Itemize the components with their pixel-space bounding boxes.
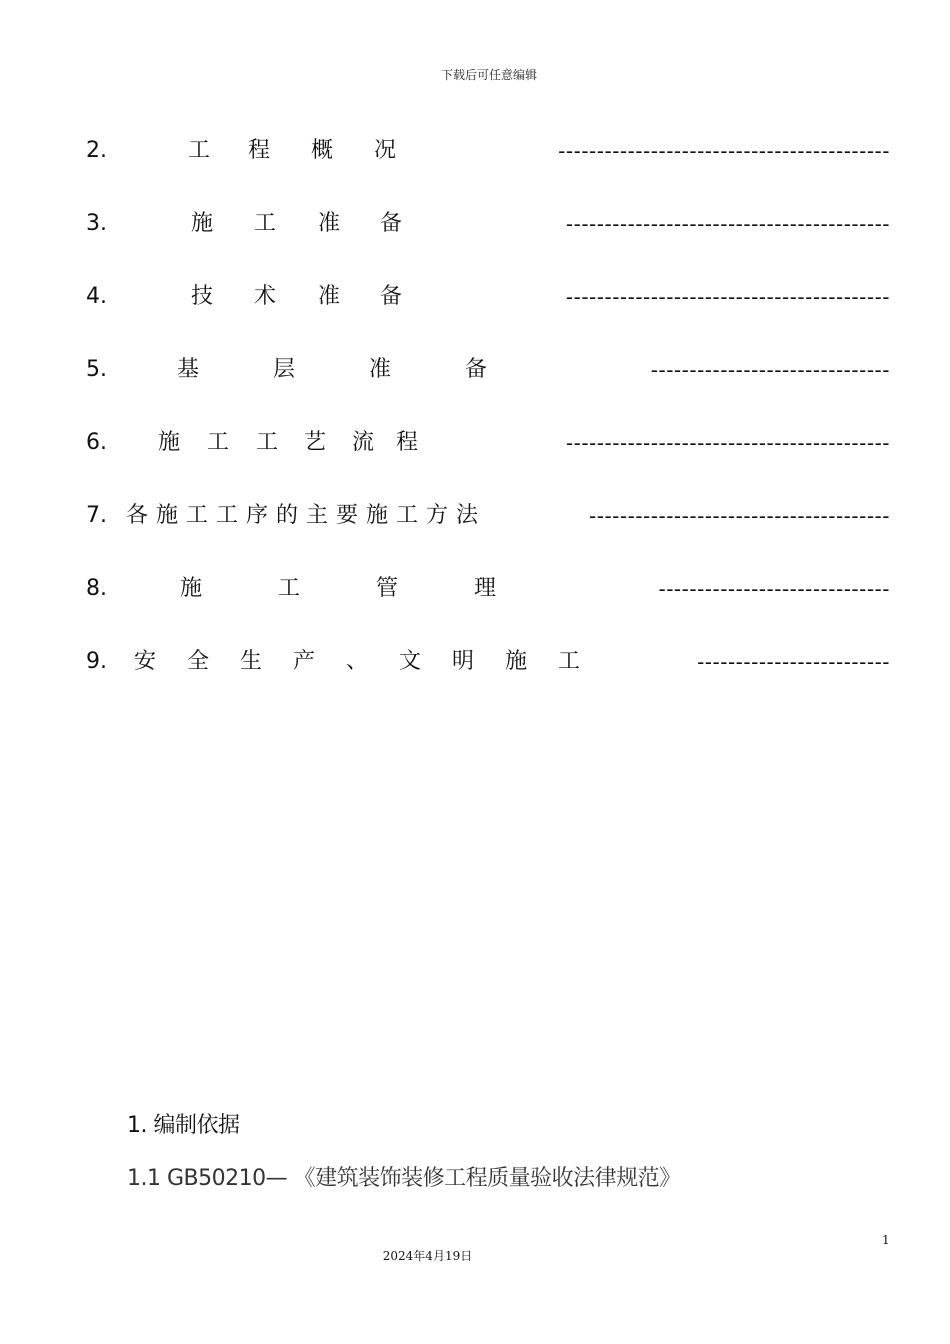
toc-entry xyxy=(86,136,890,166)
toc-entry-char: 方 xyxy=(426,503,449,528)
toc-entry-char: 法 xyxy=(456,503,479,528)
toc-entry-char: 备 xyxy=(465,357,488,382)
toc-entry-leader: ------------------------------------------ xyxy=(565,285,890,309)
reference-line: 1.1 GB50210— 《建筑装饰装修工程质量验收法律规范》 xyxy=(127,1166,681,1191)
toc-entry-char: 安 xyxy=(134,649,157,674)
toc-entry-char: 层 xyxy=(273,357,296,382)
toc-entry-char: 施 xyxy=(156,503,179,528)
toc-entry-char: 准 xyxy=(318,211,341,236)
toc-entry-leader: ------------------------------- xyxy=(650,358,890,382)
toc-entry-char: 管 xyxy=(376,576,399,601)
toc-entry-char: 准 xyxy=(369,357,392,382)
toc-entry-char: 理 xyxy=(474,576,497,601)
toc-entry-char: 全 xyxy=(187,649,210,674)
toc-entry xyxy=(86,209,890,239)
toc-entry-char: 施 xyxy=(158,430,181,455)
toc-entry-char: 产 xyxy=(293,649,316,674)
toc-entry-char: 流 xyxy=(352,430,375,455)
toc-entry xyxy=(86,501,890,531)
footer-date: 2024年4月19日 xyxy=(382,1249,473,1263)
toc-entry-char: 明 xyxy=(452,649,475,674)
toc-entry-number: 7. xyxy=(86,503,107,528)
toc-entry-char: 工 xyxy=(254,211,277,236)
section-title: 1. 编制依据 xyxy=(127,1113,240,1138)
page-number: 1 xyxy=(882,1233,890,1247)
toc-entry-number: 8. xyxy=(86,576,107,601)
toc-entry-leader: ------------------------------------------ xyxy=(565,212,890,236)
toc-entry-char: 术 xyxy=(254,284,277,309)
toc-entry-char: 各 xyxy=(126,503,149,528)
toc-entry-char: 基 xyxy=(177,357,200,382)
toc-entry-char: 工 xyxy=(396,503,419,528)
toc-entry-char: 施 xyxy=(180,576,203,601)
toc-entry-leader: ------------------------------------------- xyxy=(558,139,890,163)
toc-entry-char: 工 xyxy=(188,138,211,163)
toc-entry-char: 工 xyxy=(186,503,209,528)
toc-entry-char: 的 xyxy=(276,503,299,528)
toc-entry-number: 9. xyxy=(86,649,107,674)
toc-entry-char: 况 xyxy=(374,138,397,163)
toc-entry-char: 工 xyxy=(558,649,581,674)
toc-entry-char: 艺 xyxy=(304,430,327,455)
toc-entry-number: 5. xyxy=(86,357,107,382)
toc-entry-leader: ------------------------- xyxy=(697,650,890,674)
toc-entry-number: 6. xyxy=(86,430,107,455)
toc-entry-leader: ------------------------------------------ xyxy=(565,431,890,455)
toc-entry-number: 2. xyxy=(86,138,107,163)
toc-entry-char: 工 xyxy=(256,430,279,455)
toc-entry-char: 主 xyxy=(306,503,329,528)
toc-entry-number: 3. xyxy=(86,211,107,236)
toc-entry-char: 工 xyxy=(216,503,239,528)
toc-entry-char: 工 xyxy=(278,576,301,601)
toc-entry-char: 序 xyxy=(246,503,269,528)
toc-entry-char: 备 xyxy=(380,284,403,309)
toc-entry-char: 准 xyxy=(318,284,341,309)
toc-entry xyxy=(86,647,890,677)
toc-entry-char: 概 xyxy=(311,138,334,163)
toc-entry xyxy=(86,282,890,312)
toc-entry-char: 技 xyxy=(191,284,214,309)
page-header: 下载后可任意编辑 xyxy=(440,68,537,82)
toc-entry xyxy=(86,574,890,604)
toc-entry-char: 文 xyxy=(399,649,422,674)
toc-entry-char: 工 xyxy=(207,430,230,455)
toc-entry-char: 生 xyxy=(240,649,263,674)
toc-entry xyxy=(86,355,890,385)
toc-entry xyxy=(86,428,890,458)
toc-entry-leader: ------------------------------ xyxy=(658,577,890,601)
toc-entry-char: 、 xyxy=(346,649,369,674)
toc-entry-char: 施 xyxy=(366,503,389,528)
toc-entry-char: 程 xyxy=(248,138,271,163)
toc-entry-char: 备 xyxy=(380,211,403,236)
toc-entry-char: 程 xyxy=(396,430,419,455)
toc-entry-leader: --------------------------------------- xyxy=(589,504,890,528)
toc-entry-number: 4. xyxy=(86,284,107,309)
toc-entry-char: 施 xyxy=(191,211,214,236)
toc-entry-char: 要 xyxy=(336,503,359,528)
toc-entry-char: 施 xyxy=(505,649,528,674)
